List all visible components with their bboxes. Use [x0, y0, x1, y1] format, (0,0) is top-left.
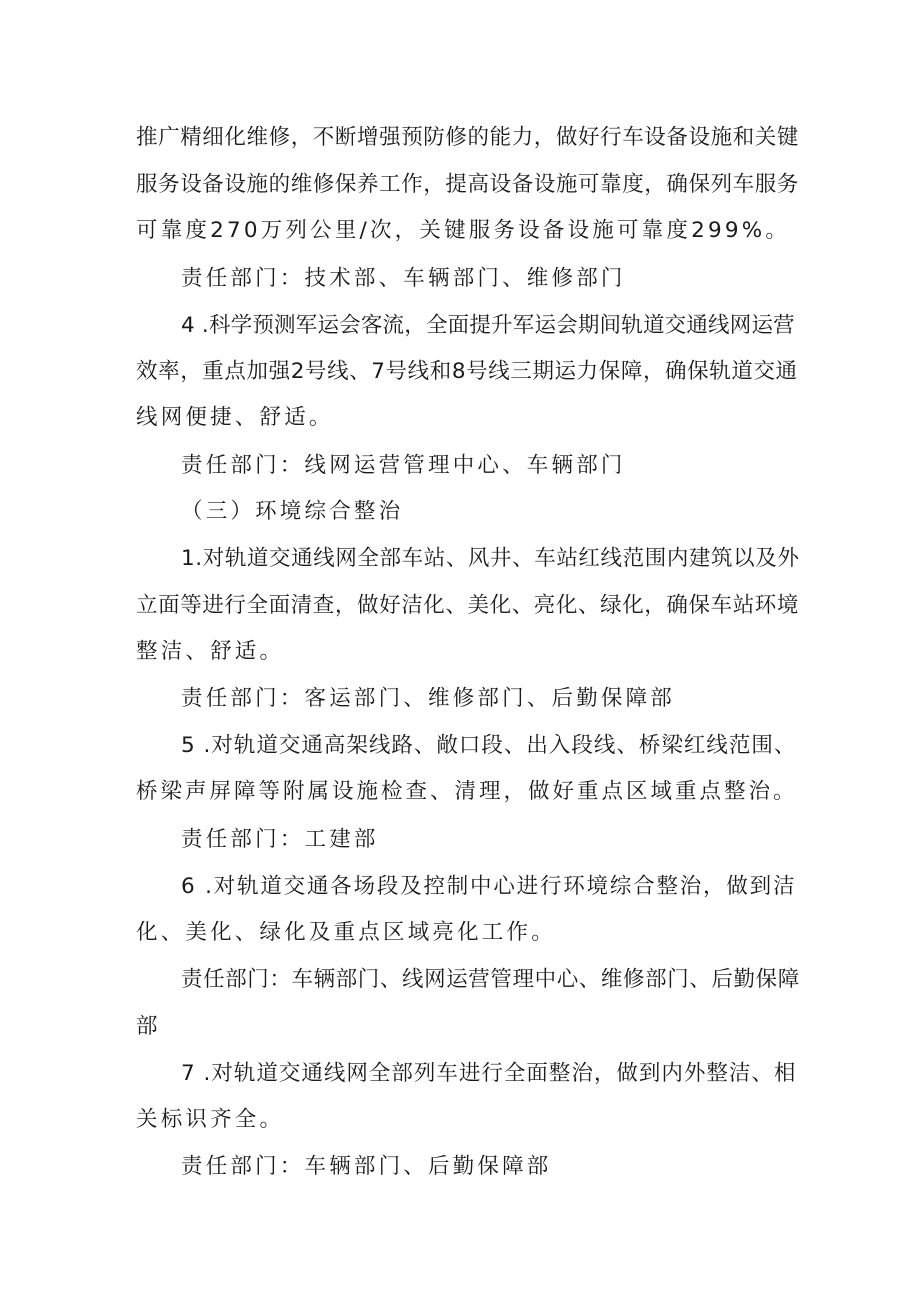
paragraph-line: 化、美化、绿化及重点区域亮化工作。 — [136, 920, 556, 945]
paragraph-line: 整洁、舒适。 — [136, 639, 285, 664]
paragraph-line: 效率，重点加强2号线、7号线和8号线三期运力保障，确保轨道交通 — [136, 359, 798, 384]
item-5-line: 5 .对轨道交通高架线路、敞口段、出入段线、桥梁红线范围、 — [181, 733, 797, 758]
paragraph-line: 部 — [136, 1014, 161, 1039]
responsible-dept-line: 责任部门：客运部门、维修部门、后勤保障部 — [181, 686, 676, 711]
paragraph-line: 服务设备设施的维修保养工作，提高设备设施可靠度，确保列车服务 — [136, 172, 800, 197]
item-7-line: 7 .对轨道交通线网全部列车进行全面整治，做到内外整洁、相 — [181, 1061, 797, 1086]
responsible-dept-line: 责任部门：技术部、车辆部门、维修部门 — [181, 266, 626, 291]
paragraph-line: 桥梁声屏障等附属设施检查、清理，做好重点区域重点整治。 — [136, 779, 798, 804]
responsible-dept-line: 责任部门：工建部 — [181, 827, 379, 852]
item-1-line: 1.对轨道交通线网全部车站、风井、车站红线范围内建筑以及外 — [181, 546, 800, 571]
responsible-dept-line: 责任部门：车辆部门、后勤保障部 — [181, 1154, 552, 1179]
paragraph-line: 可靠度270万列公里/次，关键服务设备设施可靠度299%。 — [136, 218, 791, 243]
paragraph-line: 关标识齐全。 — [136, 1107, 285, 1132]
paragraph-line: 立面等进行全面清查，做好洁化、美化、亮化、绿化，确保车站环境 — [136, 593, 800, 618]
responsible-dept-line: 责任部门：车辆部门、线网运营管理中心、维修部门、后勤保障 — [181, 967, 800, 992]
item-4-line: 4 .科学预测军运会客流，全面提升军运会期间轨道交通线网运营 — [181, 313, 795, 338]
responsible-dept-line: 责任部门：线网运营管理中心、车辆部门 — [181, 453, 626, 478]
paragraph-line: 推广精细化维修，不断增强预防修的能力，做好行车设备设施和关键 — [136, 125, 800, 150]
section-heading: （三）环境综合整治 — [181, 499, 404, 524]
item-6-line: 6 .对轨道交通各场段及控制中心进行环境综合整治，做到洁 — [181, 874, 797, 899]
paragraph-line: 线网便捷、舒适。 — [136, 405, 334, 430]
